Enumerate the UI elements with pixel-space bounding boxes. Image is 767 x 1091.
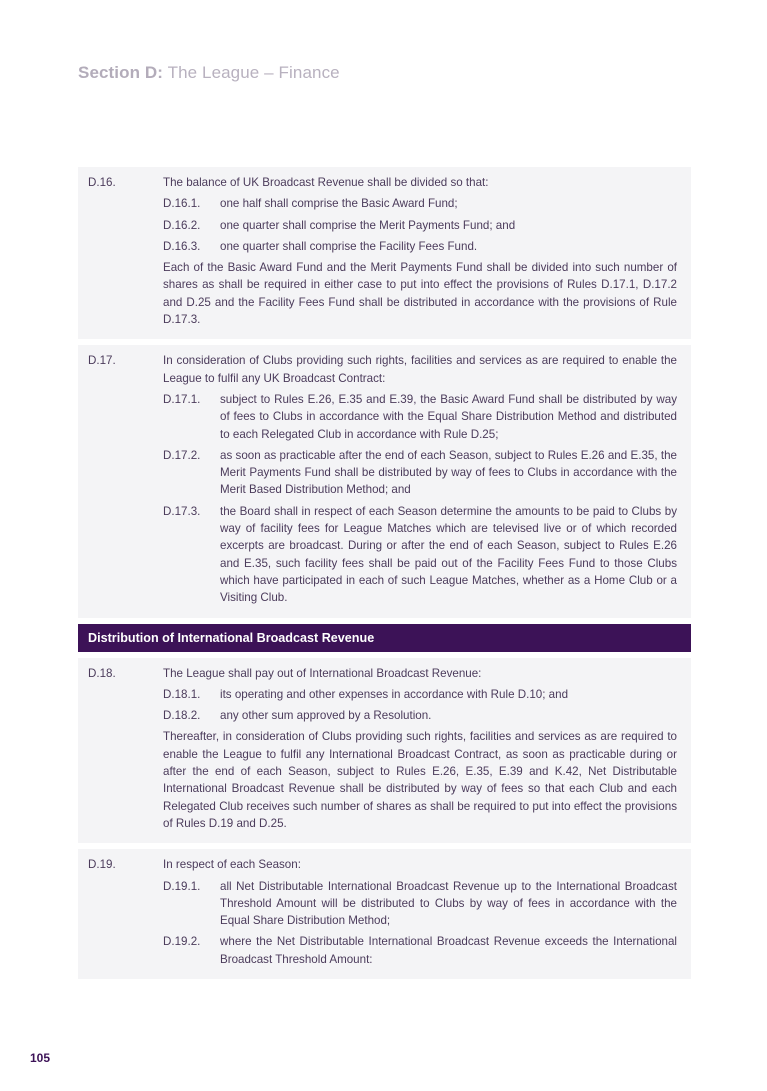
rule-d19 — [78, 849, 691, 979]
rule-body — [163, 352, 677, 610]
rule-intro: The League shall pay out of International Broadcast Revenue: — [163, 666, 482, 680]
rules-content — [78, 167, 691, 985]
sub-rule-number: D.17.3. — [163, 504, 201, 518]
rule-d16 — [78, 167, 691, 339]
sub-rule — [163, 238, 677, 255]
sub-rule — [163, 195, 677, 212]
rule-outro: Each of the Basic Award Fund and the Merit Payments Fund shall be divided into such number of shares as shall be required in either case to put into effect the provisions of Rules D.17.1, D.17.2 and D.25 and the Facility Fees Fund shall be distributed in accordance with the provisions of Rule D.17.3. — [163, 261, 677, 327]
rule-number: D.16. — [88, 176, 116, 189]
rule-intro: The balance of UK Broadcast Revenue shall be divided so that: — [163, 176, 489, 189]
sub-rule-text: one quarter shall comprise the Merit Payments Fund; and — [220, 218, 516, 232]
sub-rule-number: D.16.1. — [163, 197, 201, 211]
section-title: The League – Finance — [167, 63, 340, 82]
rule-number: D.18. — [88, 666, 116, 680]
sub-rule — [163, 878, 677, 930]
rule-intro: In consideration of Clubs providing such rights, facilities and services as are required to enable the League to fulfil any UK Broadcast Contract: — [163, 354, 677, 385]
sub-rule-number: D.19.2. — [163, 935, 201, 949]
sub-rule-number: D.19.1. — [163, 879, 201, 893]
rule-outro: Thereafter, in consideration of Clubs providing such rights, facilities and services as are required to enable the League to fulfil any International Broadcast Contract, as soon as practicable during or after the end of each Season, subject to Rules E.26, E.35, E.39 and K.42, Net Distributable International Broadcast Revenue shall be distributed by way of fees so that each Club and each Relegated Club receives such number of shares as shall be required to put into effect the provisions of Rules D.19 and D.25. — [163, 730, 677, 830]
rule-d17 — [78, 345, 691, 617]
sub-rule-number: D.18.2. — [163, 709, 201, 723]
sub-rule-text: where the Net Distributable International Broadcast Revenue exceeds the International Broadcast Threshold Amount: — [220, 935, 677, 966]
sub-rule-text: subject to Rules E.26, E.35 and E.39, the Basic Award Fund shall be distributed by way of fees to Clubs in accordance with the Equal Share Distribution Method and distributed to each Relegated Club in accordance with Rule D.25; — [220, 392, 677, 441]
sub-rule — [163, 217, 677, 234]
section-label: Section D: — [78, 63, 164, 82]
sub-rule-number: D.16.2. — [163, 218, 201, 232]
sub-rule — [163, 707, 677, 724]
sub-rule-text: as soon as practicable after the end of each Season, subject to Rules E.26 and E.35, the Merit Payments Fund shall be distributed by way of fees to Clubs in accordance with the Merit Based Distribution Method; and — [220, 448, 677, 497]
sub-rule-number: D.17.1. — [163, 392, 201, 406]
rule-number: D.19. — [88, 858, 116, 872]
section-heading: Distribution of International Broadcast Revenue — [78, 624, 691, 652]
sub-rule-text: the Board shall in respect of each Season determine the amounts to be paid to Clubs by way of facility fees for League Matches which are televised live or of which recorded excerpts are broadcast. During or after the end of each Season, subject to Rules E.26 and E.35, such facility fees shall be paid out of the Facility Fees Fund to those Clubs which have participated in each of such League Matches, whether as a Home Club or a Visiting Club. — [220, 504, 677, 605]
sub-rule-number: D.17.2. — [163, 448, 201, 462]
sub-rule-number: D.16.3. — [163, 239, 201, 253]
rule-number: D.17. — [88, 354, 116, 368]
sub-rule-text: one quarter shall comprise the Facility Fees Fund. — [220, 239, 478, 253]
sub-rule — [163, 447, 677, 499]
rule-intro: In respect of each Season: — [163, 858, 301, 872]
sub-rule-text: one half shall comprise the Basic Award Fund; — [220, 197, 458, 211]
sub-rule-text: all Net Distributable International Broadcast Revenue up to the International Broadcast Threshold Amount will be distributed to Clubs by way of fees in accordance with the Equal Share Distribution Method; — [220, 879, 677, 928]
rule-d18 — [78, 658, 691, 844]
rule-body — [163, 665, 677, 837]
sub-rule — [163, 391, 677, 443]
sub-rule — [163, 933, 677, 968]
sub-rule-text: any other sum approved by a Resolution. — [220, 709, 432, 723]
sub-rule-number: D.18.1. — [163, 687, 201, 701]
sub-rule — [163, 686, 677, 703]
rule-body — [163, 856, 677, 972]
page-number: 105 — [30, 1051, 51, 1065]
rule-body — [163, 174, 677, 332]
page-header — [78, 63, 340, 83]
sub-rule-text: its operating and other expenses in accordance with Rule D.10; and — [220, 687, 569, 701]
sub-rule — [163, 503, 677, 607]
